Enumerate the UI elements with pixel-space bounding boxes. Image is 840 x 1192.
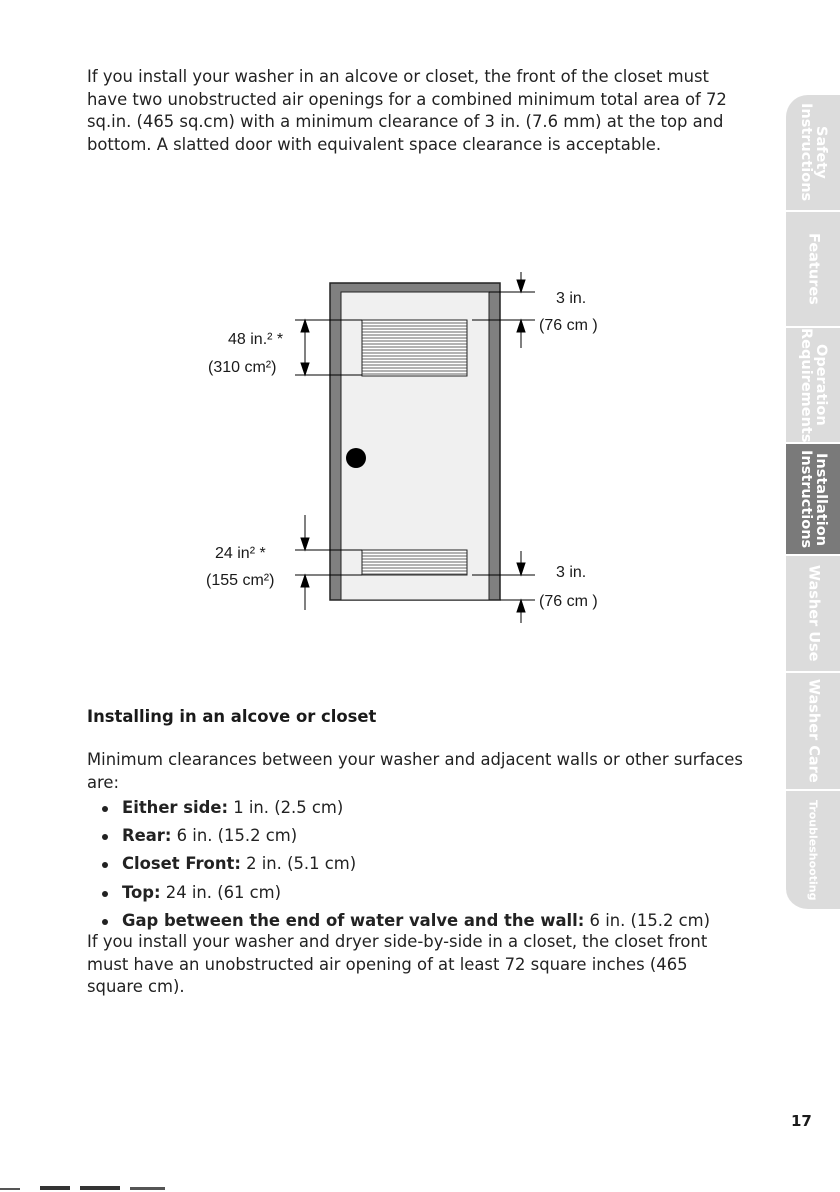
door-knob	[346, 448, 366, 468]
bottom-clearance-label: 3 in.	[556, 564, 587, 581]
bottom-vent-area-label: 24 in² *	[215, 545, 266, 562]
tab-washer-use[interactable]	[786, 556, 840, 673]
clearance-item-water-valve-gap: Gap between the end of water valve and the wall: 6 in. (15.2 cm)	[100, 907, 780, 935]
tab-installation-instructions[interactable]	[786, 444, 840, 556]
intro-paragraph: If you install your washer in an alcove or closet, the front of the closet must have two unobstructed air openings for a combined minimum total area of 72 sq.in. (465 sq.cm) with a minimum clearance of 3 in. (7.6 mm) at the top and bottom. A slatted door with equivalent space clearance is acceptable.	[87, 67, 727, 154]
tab-label: Operation Requirements	[798, 328, 829, 443]
bottom-clearance-metric-label: (76 cm )	[539, 593, 598, 610]
top-clearance-label: 3 in.	[556, 290, 587, 307]
clearance-list	[100, 794, 780, 935]
tab-label: Features	[805, 233, 822, 305]
top-vent-area-label: 48 in.² *	[228, 331, 284, 348]
tab-label: Troubleshooting	[806, 799, 820, 901]
closet-door-diagram	[195, 268, 645, 628]
tab-label: Safety Instructions	[798, 103, 829, 202]
tab-label: Washer Care	[805, 679, 822, 783]
clearance-item-top: Top: 24 in. (61 cm)	[100, 879, 780, 907]
clearance-item-either-side: Either side: 1 in. (2.5 cm)	[100, 794, 780, 822]
bottom-vent-area-metric-label: (155 cm²)	[206, 572, 275, 589]
print-registration-marks	[0, 1186, 200, 1192]
bottom-vent	[362, 550, 467, 575]
tab-operation-requirements[interactable]	[786, 328, 840, 444]
clearance-item-closet-front: Closet Front: 2 in. (5.1 cm)	[100, 850, 780, 878]
clearance-item-rear: Rear: 6 in. (15.2 cm)	[100, 822, 780, 850]
top-vent-area-metric-label: (310 cm²)	[208, 359, 277, 376]
tab-safety-instructions[interactable]	[786, 95, 840, 212]
page-number: 17	[791, 1112, 812, 1130]
tab-features[interactable]	[786, 212, 840, 328]
side-by-side-paragraph: If you install your washer and dryer side-by-side in a closet, the closet front must have an unobstructed air opening of at least 72 square inches (465 square cm).	[87, 932, 708, 997]
tab-troubleshooting[interactable]	[786, 791, 840, 911]
section-tabs	[786, 95, 840, 911]
tab-label: Installation Instructions	[798, 449, 829, 549]
min-clearances-paragraph: Minimum clearances between your washer and adjacent walls or other surfaces are:	[87, 750, 743, 792]
top-vent	[362, 320, 467, 376]
tab-washer-care[interactable]	[786, 673, 840, 791]
top-clearance-metric-label: (76 cm )	[539, 317, 598, 334]
section-heading: Installing in an alcove or closet	[87, 707, 377, 726]
tab-label: Washer Use	[805, 565, 822, 662]
